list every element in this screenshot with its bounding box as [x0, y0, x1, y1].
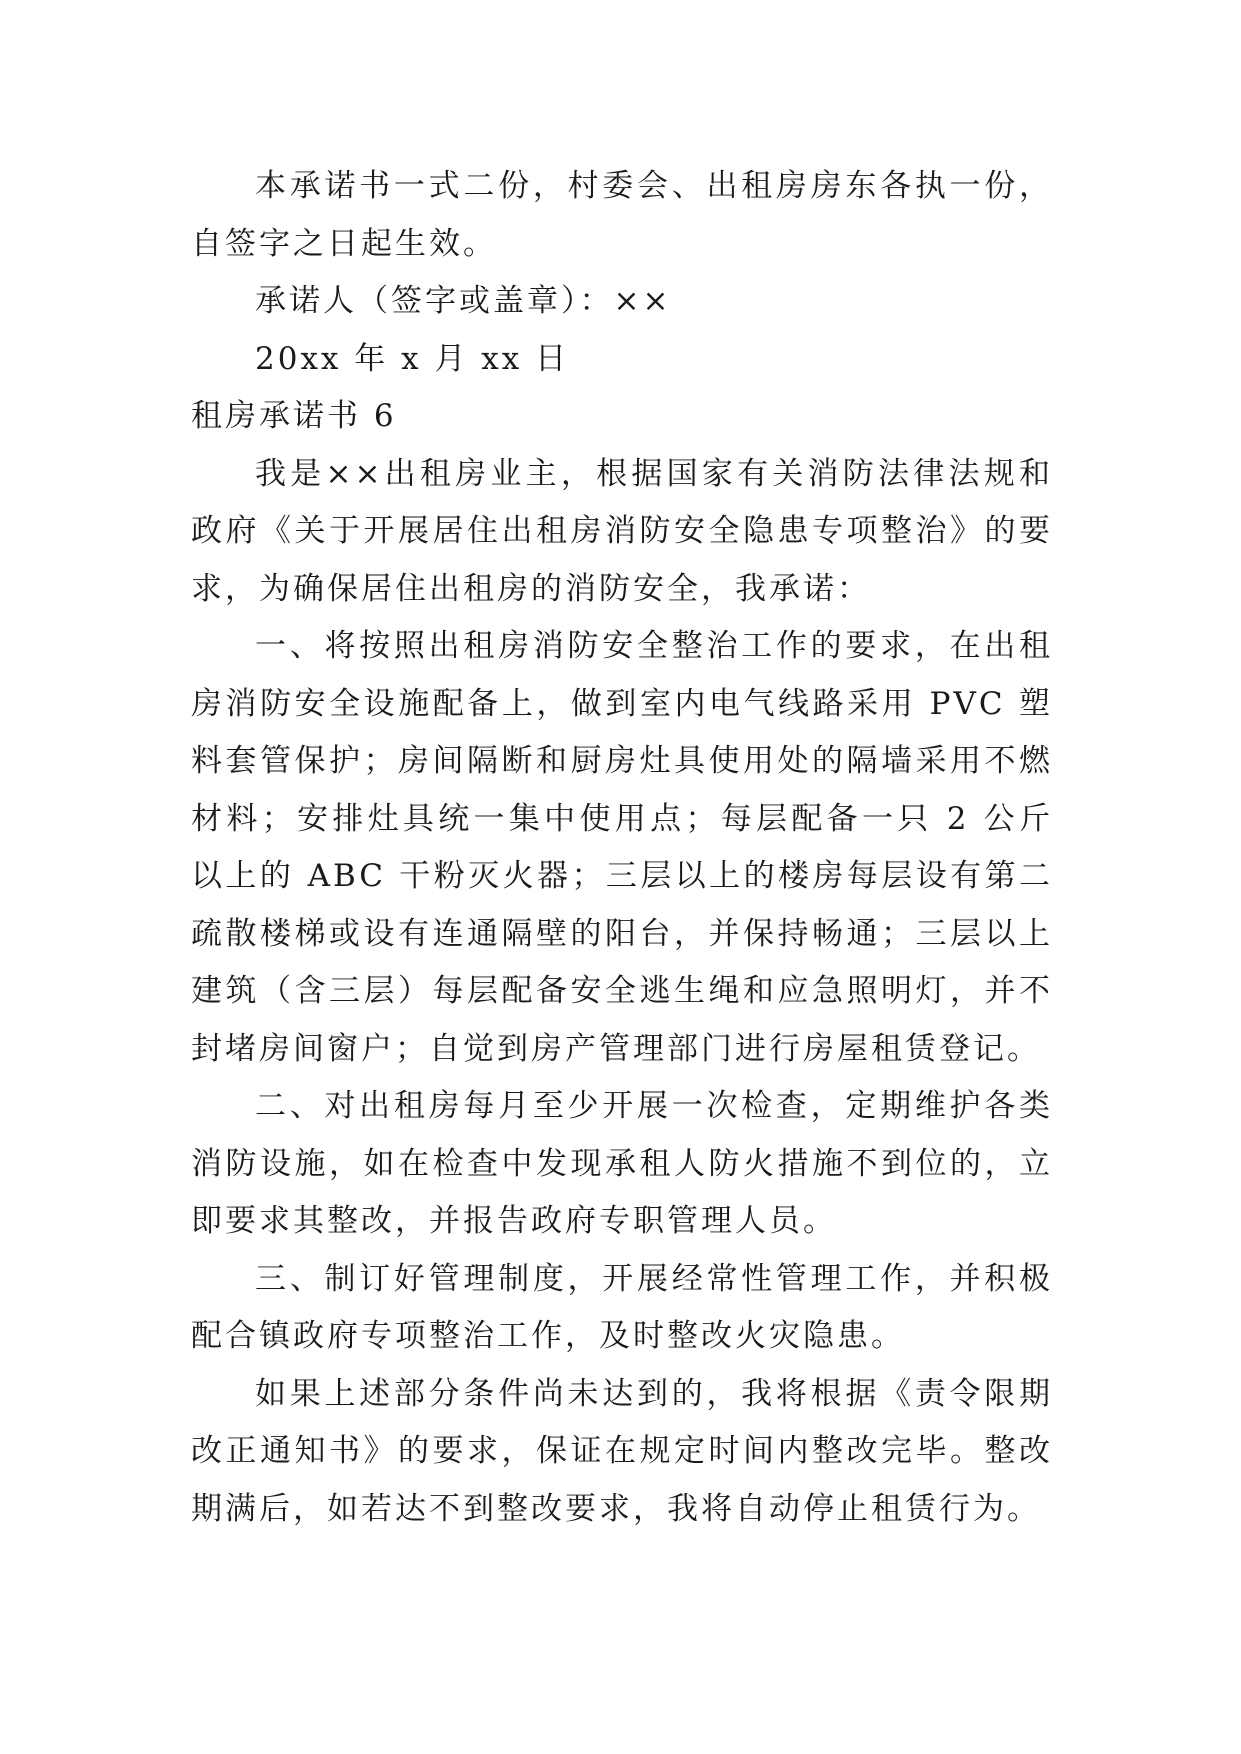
- intro-paragraph: 我是××出租房业主，根据国家有关消防法律法规和政府《关于开展居住出租房消防安全隐患专项整治》的要求，为确保居住出租房的消防安全，我承诺：: [191, 455, 1053, 607]
- closing-paragraph: 如果上述部分条件尚未达到的，我将根据《责令限期改正通知书》的要求，保证在规定时间内整改完毕。整改期满后，如若达不到整改要求，我将自动停止租赁行为。: [191, 1375, 1053, 1527]
- commitment-item-1: 一、将按照出租房消防安全整治工作的要求，在出租房消防安全设施配备上，做到室内电气线路采用 PVC 塑料套管保护；房间隔断和厨房灶具使用处的隔墙采用不燃材料；安排灶具统一集中使用点；每层配备一只 2 公斤以上的 ABC 干粉灭火器；三层以上的楼房每层设有第二疏散楼梯或设有连通隔壁的阳台，并保持畅通；三层以上建筑（含三层）每层配备安全逃生绳和应急照明灯，并不封堵房间窗户；自觉到房产管理部门进行房屋租赁登记。: [191, 628, 1053, 1067]
- signatory-line: 承诺人（签字或盖章）：××: [255, 283, 672, 319]
- document-body: [191, 158, 1053, 1538]
- validity-paragraph: 本承诺书一式二份，村委会、出租房房东各执一份，自签字之日起生效。: [191, 168, 1053, 262]
- commitment-item-3: 三、制订好管理制度，开展经常性管理工作，并积极配合镇政府专项整治工作，及时整改火灾隐患。: [191, 1260, 1053, 1354]
- date-line: 20xx 年 x 月 xx 日: [255, 340, 570, 377]
- section-heading: 租房承诺书 6: [191, 398, 397, 434]
- commitment-item-2: 二、对出租房每月至少开展一次检查，定期维护各类消防设施，如在检查中发现承租人防火措施不到位的，立即要求其整改，并报告政府专职管理人员。: [191, 1088, 1053, 1239]
